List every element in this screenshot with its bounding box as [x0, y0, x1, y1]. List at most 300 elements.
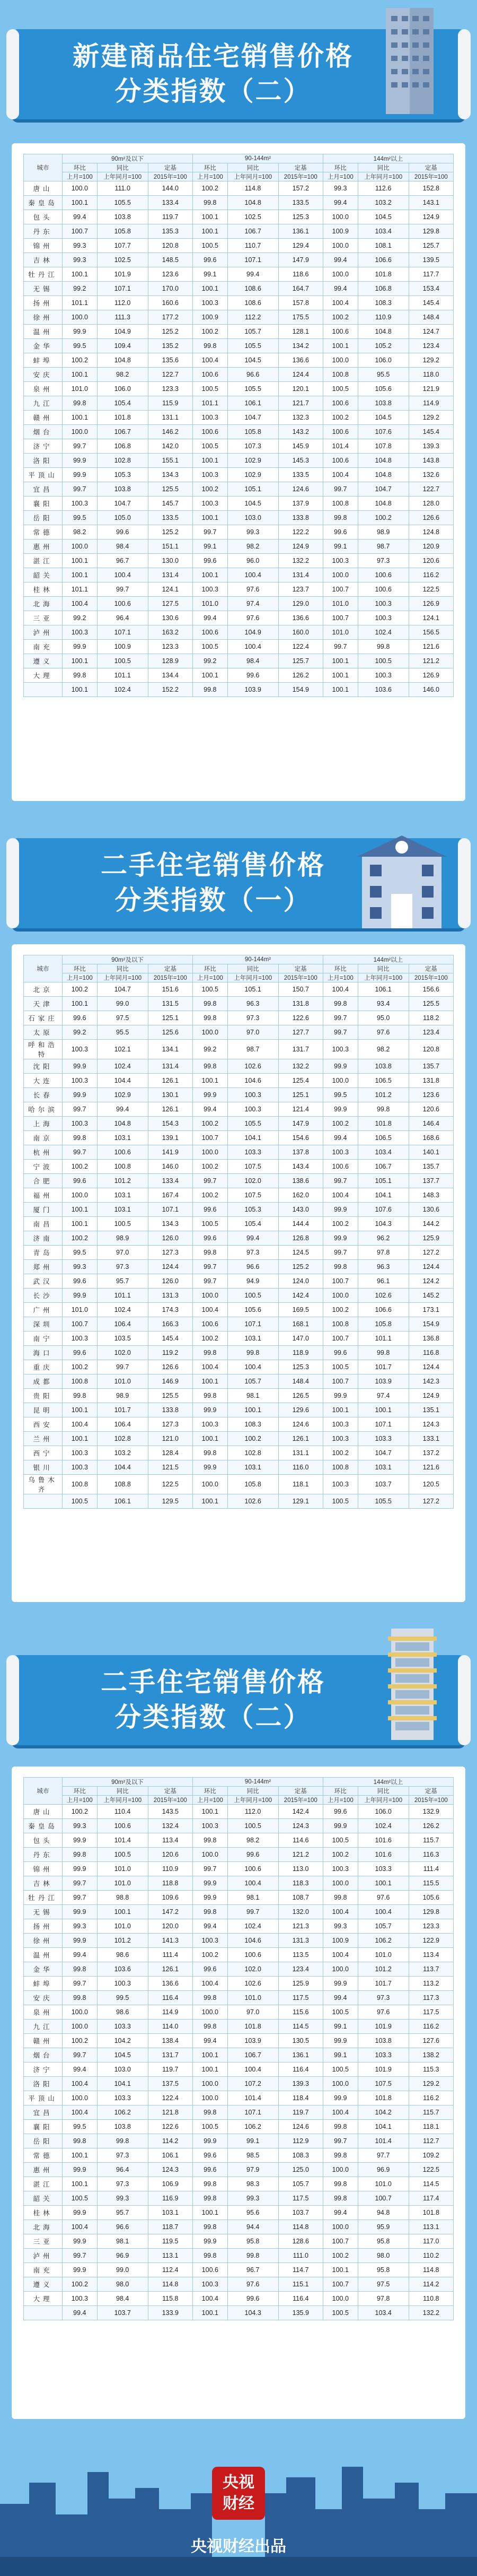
group-mid: 90-144m² [192, 955, 323, 964]
index-value: 99.6 [323, 525, 358, 539]
index-value: 116.2 [409, 2020, 453, 2034]
section-subtitle: 分类指数（二） [114, 1702, 312, 1732]
table-row [24, 2163, 454, 2177]
index-value: 105.5 [227, 339, 278, 353]
index-value: 114.8 [409, 2263, 453, 2277]
index-value: 127.7 [278, 1025, 323, 1040]
index-value: 103.8 [97, 210, 148, 224]
index-value: 99.3 [63, 253, 98, 267]
index-value: 98.1 [97, 2234, 148, 2249]
index-value: 99.8 [358, 1102, 409, 1117]
index-value: 99.9 [63, 2263, 98, 2277]
index-value: 100.2 [358, 511, 409, 525]
index-value: 104.5 [358, 210, 409, 224]
index-value: 115.7 [409, 2105, 453, 2120]
city-name: 三亚 [24, 2234, 63, 2249]
city-name: 吉林 [24, 253, 63, 267]
index-value: 100.2 [323, 1217, 358, 1231]
index-value: 99.8 [323, 997, 358, 1011]
index-value: 115.1 [278, 2277, 323, 2292]
index-value: 99.1 [323, 2048, 358, 2062]
index-value: 106.0 [358, 1805, 409, 1819]
table-row [24, 2292, 454, 2306]
col-yoy: 同比 [97, 1787, 148, 1796]
index-value: 103.3 [358, 2048, 409, 2062]
index-value: 143.2 [278, 425, 323, 439]
house-icon [354, 833, 449, 928]
city-name: 湛江 [24, 554, 63, 568]
index-value: 100.1 [192, 2048, 227, 2062]
index-value: 100.0 [323, 267, 358, 282]
index-value: 100.2 [323, 310, 358, 325]
index-value: 104.7 [358, 482, 409, 497]
index-value: 117.0 [409, 2234, 453, 2249]
index-value: 100.3 [63, 625, 98, 640]
index-value: 96.0 [227, 554, 278, 568]
index-value: 100.3 [192, 497, 227, 511]
index-value: 104.9 [97, 325, 148, 339]
index-value: 124.4 [409, 1260, 453, 1274]
col-base-sub: 2015年=100 [148, 1796, 192, 1805]
index-value: 103.1 [358, 1460, 409, 1475]
index-value: 151.6 [148, 982, 192, 997]
index-value: 116.4 [148, 1991, 192, 2005]
index-value: 139.3 [409, 439, 453, 454]
index-value: 97.6 [227, 582, 278, 597]
index-value: 99.8 [227, 1346, 278, 1360]
index-value: 101.8 [97, 411, 148, 425]
index-value: 99.9 [63, 2206, 98, 2220]
index-value: 100.6 [97, 597, 148, 611]
city-name: 泉州 [24, 382, 63, 396]
index-value: 125.3 [278, 1360, 323, 1374]
index-value: 121.2 [409, 654, 453, 668]
city-name: 大理 [24, 668, 63, 683]
index-value: 108.1 [358, 239, 409, 253]
section-new-homes-2 [0, 0, 477, 806]
index-value: 99.9 [323, 1819, 358, 1833]
index-value: 104.7 [358, 1446, 409, 1460]
table-row [24, 982, 454, 997]
index-value: 99.7 [192, 1174, 227, 1188]
index-value: 103.7 [358, 1475, 409, 1494]
index-value: 97.8 [358, 1246, 409, 1260]
index-value: 100.3 [358, 668, 409, 683]
index-value: 104.5 [97, 2048, 148, 2062]
index-value: 126.9 [409, 597, 453, 611]
index-value: 107.6 [358, 1203, 409, 1217]
index-value: 130.6 [148, 611, 192, 625]
index-value: 136.6 [278, 353, 323, 368]
city-name: 韶关 [24, 568, 63, 582]
index-value: 150.7 [278, 982, 323, 997]
index-value: 156.5 [409, 625, 453, 640]
index-value: 115.6 [278, 2005, 323, 2020]
index-value: 129.4 [278, 239, 323, 253]
index-value: 99.4 [63, 2062, 98, 2077]
index-value: 146.2 [148, 425, 192, 439]
index-value: 105.6 [358, 382, 409, 396]
index-value: 99.3 [63, 239, 98, 253]
city-name: 太原 [24, 1025, 63, 1040]
index-value: 103.7 [97, 2306, 148, 2320]
city-name: 锦州 [24, 1862, 63, 1876]
index-value: 99.8 [192, 2020, 227, 2034]
index-value: 99.6 [192, 1231, 227, 1246]
index-value: 101.7 [358, 1360, 409, 1374]
index-value: 99.6 [63, 1274, 98, 1289]
index-value: 99.4 [192, 1919, 227, 1934]
index-value: 100.5 [358, 654, 409, 668]
index-value: 99.6 [192, 253, 227, 267]
index-value: 117.5 [278, 2191, 323, 2206]
index-value: 93.4 [358, 997, 409, 1011]
index-value: 99.4 [323, 282, 358, 296]
index-value: 107.1 [227, 1317, 278, 1331]
index-value: 126.1 [148, 1074, 192, 1088]
index-value: 100.2 [63, 1805, 98, 1819]
index-value: 145.9 [278, 439, 323, 454]
col-yoy: 同比 [97, 964, 148, 973]
table-row [24, 1977, 454, 1991]
table-row [24, 1274, 454, 1289]
table-row [24, 1303, 454, 1317]
index-value: 102.8 [97, 1432, 148, 1446]
city-name: 桂林 [24, 2206, 63, 2220]
col-yoy-sub: 上年同月=100 [97, 973, 148, 982]
index-value: 126.0 [148, 1231, 192, 1246]
table-row [24, 396, 454, 411]
index-value: 116.0 [278, 1460, 323, 1475]
index-value: 97.3 [227, 1011, 278, 1025]
index-value: 139.3 [278, 2077, 323, 2091]
table-row [24, 2034, 454, 2048]
col-base: 定基 [409, 1787, 453, 1796]
index-value: 147.9 [278, 253, 323, 267]
index-value: 104.5 [358, 411, 409, 425]
city-name: 丹东 [24, 1848, 63, 1862]
table-row [24, 1260, 454, 1274]
index-value: 113.0 [278, 1862, 323, 1876]
col-yoy-sub: 上年同月=100 [97, 172, 148, 181]
index-value: 100.3 [63, 1460, 98, 1475]
index-value: 105.1 [227, 482, 278, 497]
index-value: 97.6 [358, 2005, 409, 2020]
city-name: 北海 [24, 2220, 63, 2234]
index-value: 100.0 [63, 425, 98, 439]
index-value: 125.1 [148, 1011, 192, 1025]
index-value: 100.7 [323, 2234, 358, 2249]
index-value: 133.5 [278, 196, 323, 210]
index-value: 135.6 [148, 353, 192, 368]
index-value: 100.4 [323, 982, 358, 997]
table-row [24, 2234, 454, 2249]
index-value: 101.0 [323, 625, 358, 640]
index-value: 129.0 [278, 597, 323, 611]
table-row [24, 411, 454, 425]
city-name: 深圳 [24, 1317, 63, 1331]
index-value: 101.4 [358, 2134, 409, 2148]
index-value: 99.3 [323, 1919, 358, 1934]
index-value: 100.4 [323, 468, 358, 482]
table-row [24, 2206, 454, 2220]
index-value: 137.7 [409, 1174, 453, 1188]
group-small: 90m²及以下 [63, 1778, 193, 1787]
index-value: 101.1 [97, 668, 148, 683]
index-value: 100.0 [63, 181, 98, 196]
city-name: 锦州 [24, 239, 63, 253]
index-value: 99.4 [63, 1948, 98, 1962]
table-row [24, 1145, 454, 1160]
index-value: 125.5 [409, 997, 453, 1011]
index-value: 99.9 [63, 1862, 98, 1876]
index-value: 135.1 [409, 1403, 453, 1417]
index-value: 129.1 [278, 1494, 323, 1509]
index-value: 126.1 [148, 1962, 192, 1977]
index-value: 137.5 [148, 2077, 192, 2091]
index-value: 106.0 [97, 382, 148, 396]
index-value: 100.9 [323, 224, 358, 239]
index-value: 126.2 [409, 1819, 453, 1833]
index-value: 125.3 [278, 210, 323, 224]
table-row [24, 2120, 454, 2134]
index-value: 106.2 [358, 1934, 409, 1948]
table-row [24, 1460, 454, 1475]
city-name: 金华 [24, 1962, 63, 1977]
table-row [24, 1074, 454, 1088]
index-value: 99.5 [63, 339, 98, 353]
index-value: 121.6 [409, 640, 453, 654]
city-name: 常德 [24, 2148, 63, 2163]
index-value: 100.3 [63, 1331, 98, 1346]
index-value: 173.1 [409, 1303, 453, 1317]
index-value: 129.5 [148, 1494, 192, 1509]
index-value: 116.2 [409, 568, 453, 582]
index-value: 99.4 [323, 2206, 358, 2220]
city-name: 济宁 [24, 2062, 63, 2077]
index-value: 163.2 [148, 625, 192, 640]
index-value: 97.3 [227, 1246, 278, 1260]
index-value: 100.3 [192, 468, 227, 482]
index-value: 95.7 [97, 1274, 148, 1289]
index-value: 101.1 [358, 1331, 409, 1346]
index-value: 120.6 [409, 1102, 453, 1117]
index-value: 106.1 [148, 2148, 192, 2163]
city-name: 西安 [24, 1417, 63, 1432]
table-row [24, 2220, 454, 2234]
index-value: 132.9 [409, 1805, 453, 1819]
index-value: 114.9 [148, 2005, 192, 2020]
index-value: 127.5 [148, 597, 192, 611]
index-value: 119.7 [278, 2105, 323, 2120]
section-banner [12, 1655, 465, 1745]
city-name: 丹东 [24, 224, 63, 239]
city-name: 安庆 [24, 1991, 63, 2005]
index-value: 126.0 [148, 1274, 192, 1289]
index-value: 100.2 [323, 1446, 358, 1460]
index-value: 138.6 [278, 1174, 323, 1188]
index-value: 101.0 [227, 1991, 278, 2005]
index-value: 114.5 [278, 2020, 323, 2034]
index-value: 101.0 [323, 597, 358, 611]
city-name: 九江 [24, 396, 63, 411]
index-value: 148.5 [148, 253, 192, 267]
table-row [24, 439, 454, 454]
col-base-sub: 2015年=100 [148, 973, 192, 982]
index-value: 98.2 [227, 539, 278, 554]
index-value: 102.9 [97, 1088, 148, 1102]
index-value: 99.8 [63, 668, 98, 683]
index-value: 128.0 [409, 497, 453, 511]
index-value: 157.2 [278, 181, 323, 196]
index-value: 106.7 [97, 425, 148, 439]
index-value: 99.3 [97, 2191, 148, 2206]
index-value: 99.7 [323, 1011, 358, 1025]
index-value: 100.4 [192, 1360, 227, 1374]
index-value: 106.7 [227, 2048, 278, 2062]
city-name: 大理 [24, 2292, 63, 2306]
index-value: 101.0 [97, 1374, 148, 1389]
col-yoy: 同比 [97, 163, 148, 172]
index-value: 124.9 [409, 1389, 453, 1403]
index-value: 100.3 [63, 1074, 98, 1088]
index-value: 101.0 [63, 1303, 98, 1317]
index-value: 104.7 [97, 982, 148, 997]
index-value: 100.1 [63, 654, 98, 668]
index-value: 120.1 [278, 382, 323, 396]
index-value: 113.5 [278, 1948, 323, 1962]
index-value: 97.3 [358, 1991, 409, 2005]
city-name: 南京 [24, 1131, 63, 1145]
index-value: 103.9 [358, 1374, 409, 1389]
index-value: 105.5 [227, 1117, 278, 1131]
index-value: 100.1 [63, 683, 98, 697]
col-mom: 环比 [323, 163, 358, 172]
table-row [24, 1934, 454, 1948]
city-name: 遵义 [24, 2277, 63, 2292]
index-value: 98.7 [358, 539, 409, 554]
index-value: 125.2 [148, 325, 192, 339]
index-value: 132.2 [278, 1059, 323, 1074]
index-value: 99.7 [227, 1905, 278, 1919]
index-value: 102.0 [227, 1174, 278, 1188]
index-value: 102.4 [97, 1303, 148, 1317]
index-value: 100.2 [323, 1303, 358, 1317]
index-value: 100.0 [63, 1188, 98, 1203]
index-value: 100.4 [192, 1303, 227, 1317]
index-value: 99.8 [192, 1011, 227, 1025]
index-value: 103.4 [358, 224, 409, 239]
index-value: 95.8 [227, 2234, 278, 2249]
index-value: 100.5 [323, 1360, 358, 1374]
city-name: 唐山 [24, 1805, 63, 1819]
index-value: 121.6 [409, 1460, 453, 1475]
index-value: 100.5 [192, 640, 227, 654]
section-banner [12, 838, 465, 928]
index-value: 97.6 [358, 1891, 409, 1905]
index-value: 112.0 [97, 296, 148, 310]
index-value: 100.7 [323, 1274, 358, 1289]
index-value: 99.9 [63, 468, 98, 482]
index-value: 107.5 [358, 2077, 409, 2091]
index-value: 131.8 [409, 1074, 453, 1088]
index-value: 99.7 [192, 1862, 227, 1876]
index-value: 101.0 [358, 2177, 409, 2191]
index-value: 99.5 [63, 1246, 98, 1260]
col-mom-sub: 上月=100 [63, 172, 98, 181]
col-base-sub: 2015年=100 [278, 172, 323, 181]
index-value: 100.5 [192, 2120, 227, 2134]
index-value: 108.6 [227, 282, 278, 296]
index-value: 119.5 [148, 2234, 192, 2249]
index-value: 99.9 [323, 1102, 358, 1117]
index-value: 98.2 [97, 368, 148, 382]
index-value: 100.5 [227, 1289, 278, 1303]
col-base: 定基 [278, 163, 323, 172]
index-value: 97.5 [358, 2277, 409, 2292]
col-base: 定基 [148, 964, 192, 973]
index-value: 99.4 [97, 1102, 148, 1117]
index-value: 99.8 [192, 1059, 227, 1074]
index-value: 134.4 [148, 668, 192, 683]
index-value: 155.1 [148, 454, 192, 468]
index-value: 107.5 [227, 1160, 278, 1174]
city-name: 天津 [24, 997, 63, 1011]
table-row [24, 1833, 454, 1848]
index-value: 100.6 [192, 368, 227, 382]
index-value: 148.4 [278, 1374, 323, 1389]
index-value: 137.8 [278, 1145, 323, 1160]
col-yoy-sub: 上年同月=100 [227, 1796, 278, 1805]
index-value: 101.2 [358, 1088, 409, 1102]
index-value: 108.3 [278, 2148, 323, 2163]
city-name: 惠州 [24, 2163, 63, 2177]
city-name: 长春 [24, 1088, 63, 1102]
index-value: 103.9 [227, 2034, 278, 2048]
index-value: 99.8 [63, 1389, 98, 1403]
index-value: 107.1 [227, 2105, 278, 2120]
table-row [24, 267, 454, 282]
index-value: 124.9 [278, 539, 323, 554]
index-value: 99.8 [63, 1848, 98, 1862]
index-value: 99.2 [63, 1025, 98, 1040]
index-value: 120.9 [409, 539, 453, 554]
index-value: 99.8 [323, 511, 358, 525]
index-value: 114.8 [227, 181, 278, 196]
index-value: 104.4 [97, 1460, 148, 1475]
table-row [24, 1011, 454, 1025]
index-value: 145.7 [148, 497, 192, 511]
index-value: 97.7 [358, 2148, 409, 2163]
table-row [24, 683, 454, 697]
index-value: 100.1 [323, 668, 358, 683]
table-row [24, 1432, 454, 1446]
index-value: 102.4 [358, 625, 409, 640]
index-value: 96.3 [227, 997, 278, 1011]
index-value: 99.7 [192, 1274, 227, 1289]
index-value: 137.9 [278, 497, 323, 511]
city-name: 平顶山 [24, 2091, 63, 2105]
index-value: 112.6 [358, 181, 409, 196]
col-city: 城市 [24, 955, 63, 982]
index-value: 99.7 [63, 482, 98, 497]
index-value: 168.1 [278, 1317, 323, 1331]
city-name [24, 683, 63, 697]
index-value: 125.6 [148, 1025, 192, 1040]
col-base: 定基 [278, 1787, 323, 1796]
index-value: 102.0 [97, 1346, 148, 1360]
index-value: 106.2 [227, 2120, 278, 2134]
